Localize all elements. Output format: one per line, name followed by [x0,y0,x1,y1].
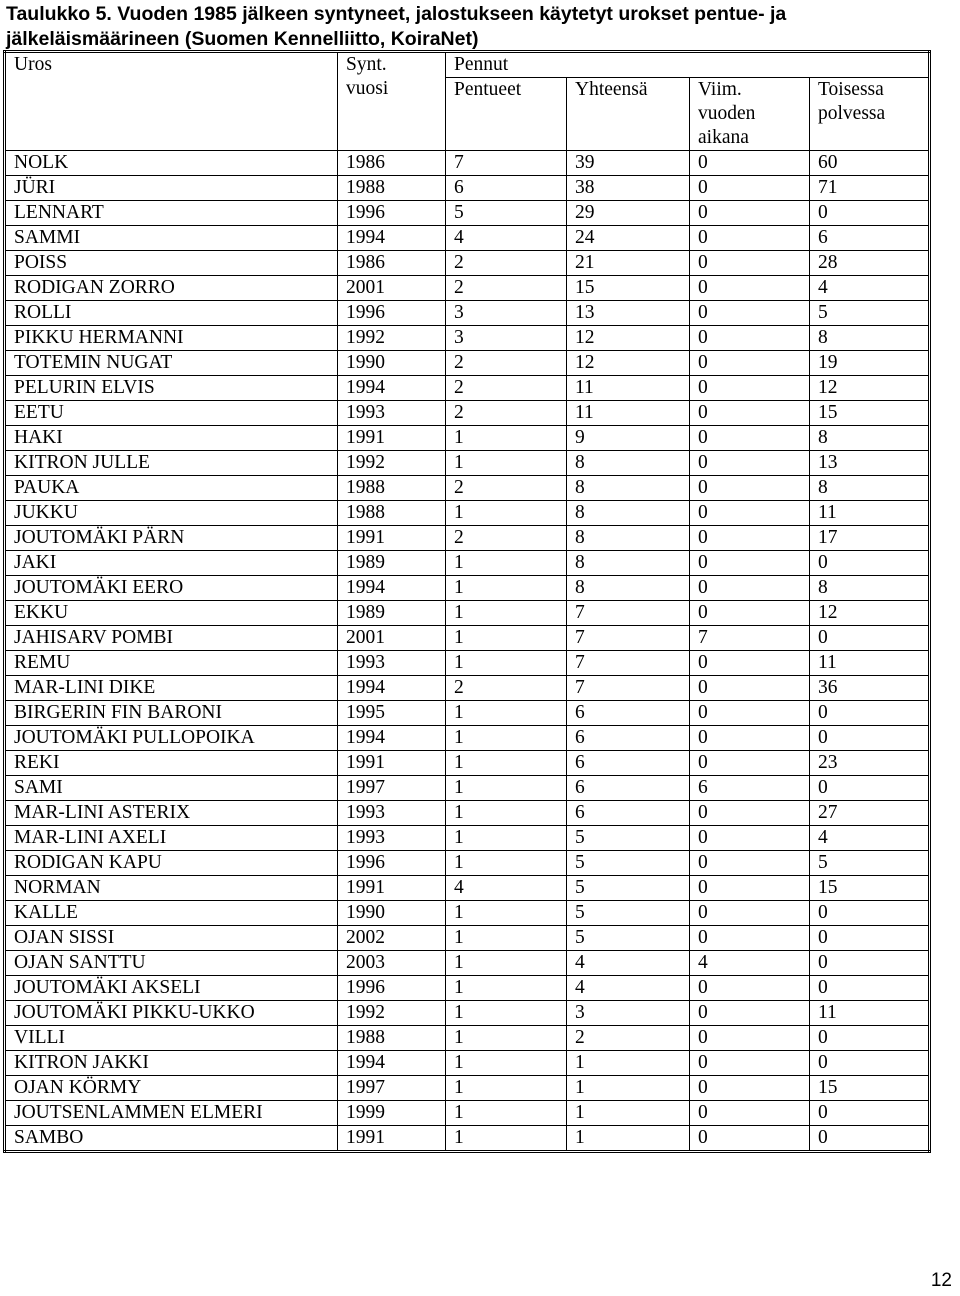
cell-viim-vuoden: 0 [690,1051,810,1076]
cell-synt-vuosi: 1996 [338,201,446,226]
cell-yhteensa: 8 [567,576,690,601]
cell-pentueet: 1 [446,1026,567,1051]
cell-viim-vuoden: 0 [690,176,810,201]
cell-toisessa-polvessa: 15 [810,1076,930,1101]
table-row [5,576,930,601]
cell-pentueet: 1 [446,851,567,876]
cell-uros: JOUTOMÄKI AKSELI [5,976,338,1001]
cell-uros: OJAN SISSI [5,926,338,951]
cell-yhteensa: 9 [567,426,690,451]
cell-viim-vuoden: 0 [690,526,810,551]
cell-uros: JAKI [5,551,338,576]
cell-viim-vuoden: 0 [690,601,810,626]
cell-viim-vuoden: 0 [690,876,810,901]
cell-yhteensa: 7 [567,676,690,701]
cell-uros: JÜRI [5,176,338,201]
table-row [5,601,930,626]
cell-pentueet: 1 [446,701,567,726]
cell-toisessa-polvessa: 0 [810,626,930,651]
cell-toisessa-polvessa: 36 [810,676,930,701]
cell-uros: BIRGERIN FIN BARONI [5,701,338,726]
cell-viim-vuoden: 0 [690,826,810,851]
cell-pentueet: 1 [446,776,567,801]
cell-viim-vuoden: 4 [690,951,810,976]
cell-viim-vuoden: 0 [690,851,810,876]
cell-toisessa-polvessa: 0 [810,201,930,226]
cell-pentueet: 1 [446,551,567,576]
cell-uros: REMU [5,651,338,676]
cell-uros: MAR-LINI DIKE [5,676,338,701]
cell-synt-vuosi: 2003 [338,951,446,976]
cell-synt-vuosi: 1991 [338,1126,446,1152]
cell-viim-vuoden: 6 [690,776,810,801]
cell-toisessa-polvessa: 0 [810,976,930,1001]
cell-toisessa-polvessa: 0 [810,951,930,976]
cell-synt-vuosi: 2001 [338,276,446,301]
cell-viim-vuoden: 0 [690,1076,810,1101]
cell-yhteensa: 7 [567,651,690,676]
cell-uros: KALLE [5,901,338,926]
cell-toisessa-polvessa: 5 [810,301,930,326]
cell-synt-vuosi: 1990 [338,351,446,376]
table-row [5,351,930,376]
cell-uros: JOUTOMÄKI PÄRN [5,526,338,551]
cell-toisessa-polvessa: 0 [810,551,930,576]
cell-toisessa-polvessa: 8 [810,576,930,601]
cell-viim-vuoden: 0 [690,326,810,351]
cell-synt-vuosi: 1990 [338,901,446,926]
cell-synt-vuosi: 1996 [338,976,446,1001]
cell-toisessa-polvessa: 13 [810,451,930,476]
cell-synt-vuosi: 1988 [338,501,446,526]
table-row [5,551,930,576]
cell-viim-vuoden: 0 [690,801,810,826]
table-body [5,52,930,1152]
cell-synt-vuosi: 1988 [338,176,446,201]
cell-yhteensa: 6 [567,701,690,726]
cell-synt-vuosi: 2002 [338,926,446,951]
cell-viim-vuoden: 0 [690,151,810,176]
cell-toisessa-polvessa: 4 [810,826,930,851]
cell-toisessa-polvessa: 27 [810,801,930,826]
cell-viim-vuoden: 0 [690,726,810,751]
cell-synt-vuosi: 1989 [338,601,446,626]
cell-uros: HAKI [5,426,338,451]
cell-yhteensa: 5 [567,876,690,901]
table-row [5,676,930,701]
cell-viim-vuoden: 0 [690,476,810,501]
cell-toisessa-polvessa: 71 [810,176,930,201]
table-row [5,526,930,551]
cell-uros: SAMBO [5,1126,338,1152]
cell-uros: POISS [5,251,338,276]
cell-toisessa-polvessa: 0 [810,1026,930,1051]
cell-toisessa-polvessa: 0 [810,1126,930,1152]
cell-toisessa-polvessa: 28 [810,251,930,276]
cell-pentueet: 2 [446,251,567,276]
cell-toisessa-polvessa: 11 [810,501,930,526]
cell-pentueet: 4 [446,226,567,251]
table-row [5,976,930,1001]
cell-synt-vuosi: 1992 [338,326,446,351]
table-row [5,501,930,526]
cell-viim-vuoden: 0 [690,201,810,226]
table-row [5,1001,930,1026]
cell-yhteensa: 6 [567,776,690,801]
cell-viim-vuoden: 0 [690,1001,810,1026]
cell-yhteensa: 12 [567,326,690,351]
cell-synt-vuosi: 1994 [338,726,446,751]
cell-yhteensa: 8 [567,501,690,526]
cell-yhteensa: 38 [567,176,690,201]
cell-pentueet: 6 [446,176,567,201]
cell-pentueet: 1 [446,726,567,751]
cell-yhteensa: 8 [567,451,690,476]
table-row [5,1026,930,1051]
cell-pentueet: 2 [446,526,567,551]
cell-viim-vuoden: 0 [690,576,810,601]
cell-pentueet: 2 [446,401,567,426]
cell-pentueet: 5 [446,201,567,226]
cell-toisessa-polvessa: 6 [810,226,930,251]
cell-uros: OJAN KÖRMY [5,1076,338,1101]
cell-toisessa-polvessa: 8 [810,476,930,501]
cell-viim-vuoden: 0 [690,401,810,426]
cell-yhteensa: 5 [567,901,690,926]
cell-toisessa-polvessa: 4 [810,276,930,301]
cell-pentueet: 1 [446,501,567,526]
cell-toisessa-polvessa: 8 [810,326,930,351]
cell-yhteensa: 3 [567,1001,690,1026]
cell-uros: REKI [5,751,338,776]
table-row [5,301,930,326]
cell-viim-vuoden: 0 [690,651,810,676]
cell-toisessa-polvessa: 15 [810,401,930,426]
page-number: 12 [930,1270,952,1291]
cell-pentueet: 1 [446,1051,567,1076]
header-uros: Uros [5,52,338,151]
table-row [5,176,930,201]
table-row [5,401,930,426]
cell-yhteensa: 7 [567,626,690,651]
cell-yhteensa: 11 [567,376,690,401]
cell-pentueet: 1 [446,451,567,476]
cell-yhteensa: 39 [567,151,690,176]
table-row [5,1051,930,1076]
cell-synt-vuosi: 1991 [338,526,446,551]
cell-toisessa-polvessa: 0 [810,1051,930,1076]
cell-synt-vuosi: 1986 [338,251,446,276]
cell-synt-vuosi: 1991 [338,876,446,901]
cell-viim-vuoden: 0 [690,551,810,576]
cell-uros: SAMMI [5,226,338,251]
table-row [5,901,930,926]
cell-viim-vuoden: 0 [690,926,810,951]
table-row [5,626,930,651]
cell-pentueet: 4 [446,876,567,901]
caption-line-1: Taulukko 5. Vuoden 1985 jälkeen syntyneet, jalostukseen käytetyt urokset pentue- ja [6,3,787,25]
cell-pentueet: 7 [446,151,567,176]
cell-uros: ROLLI [5,301,338,326]
cell-synt-vuosi: 1992 [338,451,446,476]
cell-toisessa-polvessa: 0 [810,701,930,726]
cell-viim-vuoden: 0 [690,1026,810,1051]
header-toisessa-polvessa: Toisessa polvessa [810,78,930,151]
cell-pentueet: 2 [446,376,567,401]
cell-synt-vuosi: 1993 [338,801,446,826]
table-row [5,201,930,226]
cell-synt-vuosi: 1989 [338,551,446,576]
cell-uros: PAUKA [5,476,338,501]
table-row [5,1101,930,1126]
table-row [5,326,930,351]
cell-viim-vuoden: 0 [690,251,810,276]
cell-toisessa-polvessa: 11 [810,651,930,676]
table-row [5,476,930,501]
cell-synt-vuosi: 1986 [338,151,446,176]
cell-yhteensa: 2 [567,1026,690,1051]
cell-pentueet: 1 [446,951,567,976]
cell-pentueet: 3 [446,326,567,351]
cell-viim-vuoden: 0 [690,376,810,401]
table-row [5,651,930,676]
table-row [5,426,930,451]
cell-synt-vuosi: 1994 [338,226,446,251]
table-row [5,376,930,401]
cell-viim-vuoden: 0 [690,226,810,251]
cell-uros: RODIGAN ZORRO [5,276,338,301]
cell-pentueet: 2 [446,276,567,301]
cell-yhteensa: 5 [567,926,690,951]
cell-uros: EETU [5,401,338,426]
cell-yhteensa: 15 [567,276,690,301]
cell-synt-vuosi: 1997 [338,1076,446,1101]
cell-yhteensa: 6 [567,801,690,826]
caption-line-2: jälkeläismäärineen (Suomen Kennelliitto, KoiraNet) [6,28,479,50]
cell-synt-vuosi: 1988 [338,476,446,501]
cell-synt-vuosi: 1993 [338,826,446,851]
header-viim-vuoden-aikana: Viim. vuoden aikana [690,78,810,151]
header-yhteensa: Yhteensä [567,78,690,151]
cell-yhteensa: 7 [567,601,690,626]
cell-uros: JUKKU [5,501,338,526]
cell-yhteensa: 13 [567,301,690,326]
cell-yhteensa: 4 [567,976,690,1001]
table-row [5,726,930,751]
table-row [5,876,930,901]
cell-viim-vuoden: 0 [690,426,810,451]
cell-viim-vuoden: 0 [690,701,810,726]
cell-yhteensa: 1 [567,1126,690,1152]
table-row [5,776,930,801]
cell-yhteensa: 24 [567,226,690,251]
cell-viim-vuoden: 0 [690,976,810,1001]
cell-uros: RODIGAN KAPU [5,851,338,876]
cell-yhteensa: 6 [567,751,690,776]
cell-pentueet: 2 [446,351,567,376]
cell-uros: JOUTOMÄKI PIKKU-UKKO [5,1001,338,1026]
cell-uros: PIKKU HERMANNI [5,326,338,351]
table-row [5,1126,930,1152]
cell-yhteensa: 1 [567,1076,690,1101]
cell-uros: NORMAN [5,876,338,901]
cell-yhteensa: 8 [567,551,690,576]
cell-synt-vuosi: 1994 [338,676,446,701]
cell-toisessa-polvessa: 17 [810,526,930,551]
cell-pentueet: 1 [446,751,567,776]
cell-yhteensa: 21 [567,251,690,276]
table-row [5,826,930,851]
table-row [5,226,930,251]
cell-uros: NOLK [5,151,338,176]
cell-viim-vuoden: 0 [690,276,810,301]
cell-uros: LENNART [5,201,338,226]
table-row [5,801,930,826]
cell-uros: MAR-LINI ASTERIX [5,801,338,826]
cell-pentueet: 3 [446,301,567,326]
cell-uros: KITRON JULLE [5,451,338,476]
cell-uros: PELURIN ELVIS [5,376,338,401]
cell-pentueet: 1 [446,601,567,626]
cell-synt-vuosi: 1999 [338,1101,446,1126]
cell-uros: JOUTSENLAMMEN ELMERI [5,1101,338,1126]
cell-pentueet: 1 [446,1076,567,1101]
cell-uros: JOUTOMÄKI EERO [5,576,338,601]
cell-pentueet: 1 [446,426,567,451]
cell-viim-vuoden: 0 [690,676,810,701]
cell-viim-vuoden: 0 [690,901,810,926]
cell-synt-vuosi: 1994 [338,376,446,401]
table-row [5,276,930,301]
cell-toisessa-polvessa: 15 [810,876,930,901]
cell-yhteensa: 1 [567,1101,690,1126]
cell-toisessa-polvessa: 0 [810,726,930,751]
cell-uros: JOUTOMÄKI PULLOPOIKA [5,726,338,751]
cell-pentueet: 1 [446,576,567,601]
cell-toisessa-polvessa: 19 [810,351,930,376]
table-caption [6,2,906,52]
cell-pentueet: 1 [446,801,567,826]
cell-yhteensa: 1 [567,1051,690,1076]
cell-synt-vuosi: 1995 [338,701,446,726]
cell-yhteensa: 6 [567,726,690,751]
cell-uros: KITRON JAKKI [5,1051,338,1076]
cell-toisessa-polvessa: 0 [810,776,930,801]
table-row [5,701,930,726]
cell-viim-vuoden: 0 [690,351,810,376]
cell-uros: EKKU [5,601,338,626]
cell-viim-vuoden: 0 [690,451,810,476]
cell-toisessa-polvessa: 12 [810,376,930,401]
cell-synt-vuosi: 1988 [338,1026,446,1051]
header-pennut: Pennut [446,52,930,78]
cell-viim-vuoden: 0 [690,751,810,776]
cell-toisessa-polvessa: 8 [810,426,930,451]
cell-pentueet: 1 [446,1001,567,1026]
cell-toisessa-polvessa: 12 [810,601,930,626]
stud-dogs-table [3,50,931,1153]
header-synt-vuosi: Synt. vuosi [338,52,446,151]
cell-uros: VILLI [5,1026,338,1051]
cell-toisessa-polvessa: 11 [810,1001,930,1026]
cell-viim-vuoden: 0 [690,501,810,526]
cell-uros: SAMI [5,776,338,801]
cell-pentueet: 1 [446,926,567,951]
cell-toisessa-polvessa: 0 [810,926,930,951]
cell-viim-vuoden: 0 [690,1126,810,1152]
cell-synt-vuosi: 1991 [338,426,446,451]
cell-yhteensa: 12 [567,351,690,376]
header-row-1 [5,52,930,78]
cell-synt-vuosi: 1994 [338,576,446,601]
header-pentueet: Pentueet [446,78,567,151]
cell-pentueet: 1 [446,901,567,926]
cell-synt-vuosi: 1992 [338,1001,446,1026]
cell-viim-vuoden: 0 [690,1101,810,1126]
cell-synt-vuosi: 1997 [338,776,446,801]
cell-viim-vuoden: 7 [690,626,810,651]
cell-yhteensa: 8 [567,476,690,501]
cell-synt-vuosi: 1993 [338,651,446,676]
cell-viim-vuoden: 0 [690,301,810,326]
table-row [5,926,930,951]
table-row [5,251,930,276]
cell-yhteensa: 5 [567,851,690,876]
cell-pentueet: 1 [446,1126,567,1152]
cell-pentueet: 1 [446,826,567,851]
cell-toisessa-polvessa: 60 [810,151,930,176]
cell-toisessa-polvessa: 0 [810,1101,930,1126]
cell-toisessa-polvessa: 5 [810,851,930,876]
cell-synt-vuosi: 1991 [338,751,446,776]
cell-pentueet: 1 [446,626,567,651]
cell-pentueet: 1 [446,651,567,676]
cell-toisessa-polvessa: 0 [810,901,930,926]
cell-synt-vuosi: 2001 [338,626,446,651]
cell-uros: MAR-LINI AXELI [5,826,338,851]
cell-yhteensa: 29 [567,201,690,226]
table-row [5,751,930,776]
table-row [5,1076,930,1101]
table-row [5,951,930,976]
cell-pentueet: 2 [446,676,567,701]
cell-pentueet: 2 [446,476,567,501]
cell-synt-vuosi: 1996 [338,301,446,326]
cell-pentueet: 1 [446,1101,567,1126]
cell-synt-vuosi: 1994 [338,1051,446,1076]
table-row [5,451,930,476]
cell-yhteensa: 11 [567,401,690,426]
cell-yhteensa: 5 [567,826,690,851]
table-row [5,851,930,876]
cell-toisessa-polvessa: 23 [810,751,930,776]
cell-synt-vuosi: 1996 [338,851,446,876]
table-row [5,151,930,176]
cell-yhteensa: 4 [567,951,690,976]
cell-uros: JAHISARV POMBI [5,626,338,651]
cell-uros: OJAN SANTTU [5,951,338,976]
cell-synt-vuosi: 1993 [338,401,446,426]
cell-yhteensa: 8 [567,526,690,551]
cell-uros: TOTEMIN NUGAT [5,351,338,376]
cell-pentueet: 1 [446,976,567,1001]
